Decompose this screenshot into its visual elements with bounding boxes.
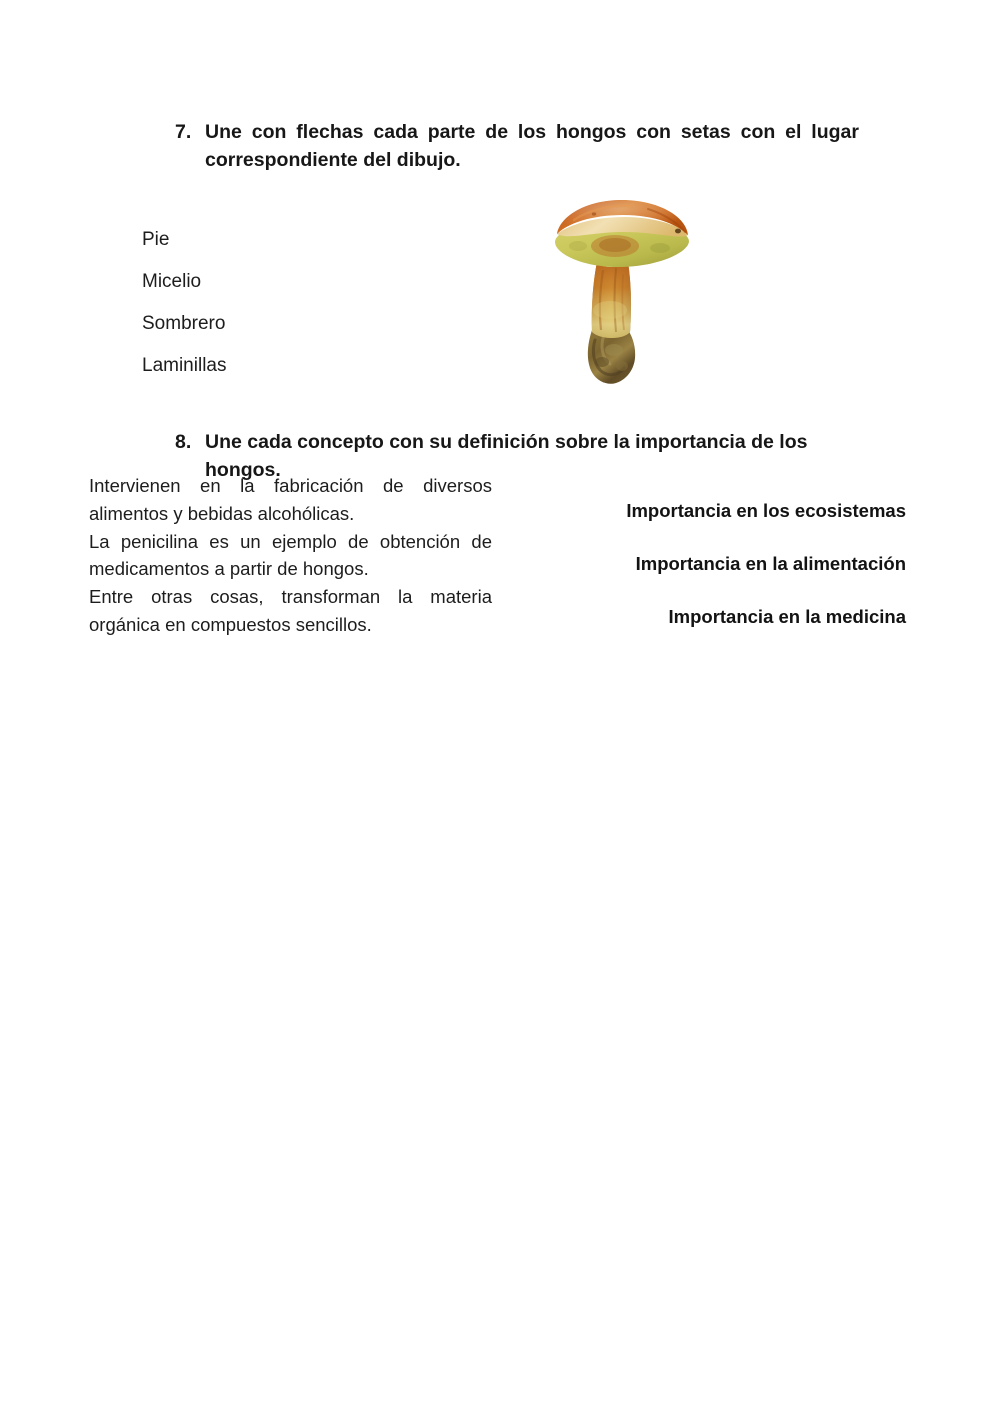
part-item-pie[interactable]: Pie — [142, 228, 170, 250]
exercise-8-prompt: Une cada concepto con su definición sobre la importancia de los hongos. — [205, 431, 808, 481]
exercise-7-prompt: Une con flechas cada parte de los hongos con setas con el lugar correspondiente del dibujo. — [205, 121, 859, 171]
part-item-micelio[interactable]: Micelio — [142, 270, 202, 292]
concept-item-medicina[interactable]: Importancia en la medicina — [668, 606, 906, 628]
exercise-8-number: 8. — [175, 431, 192, 453]
definition-item-ecosistemas[interactable]: Entre otras cosas, transforman la materia orgánica en compuestos sencillos. — [89, 586, 492, 635]
mushroom-photo — [548, 190, 698, 390]
mushroom-parts-list — [142, 218, 372, 386]
definition-item-alimentacion[interactable]: Intervienen en la fabricación de diversos alimentos y bebidas alcohólicas. — [89, 475, 492, 524]
concept-item-alimentacion[interactable]: Importancia en la alimentación — [635, 553, 906, 575]
mushroom-illustration — [548, 190, 698, 390]
concept-item-ecosistemas[interactable]: Importancia en los ecosistemas — [626, 500, 906, 522]
concepts-column — [556, 485, 906, 644]
exercise-7-number: 7. — [175, 121, 192, 143]
part-item-laminillas[interactable]: Laminillas — [142, 354, 227, 376]
exercise-7-heading — [175, 119, 859, 174]
definition-item-medicina[interactable]: La penicilina es un ejemplo de obtención de medicamentos a partir de hongos. — [89, 530, 492, 580]
definitions-column — [89, 472, 492, 639]
part-item-sombrero[interactable]: Sombrero — [142, 312, 226, 334]
